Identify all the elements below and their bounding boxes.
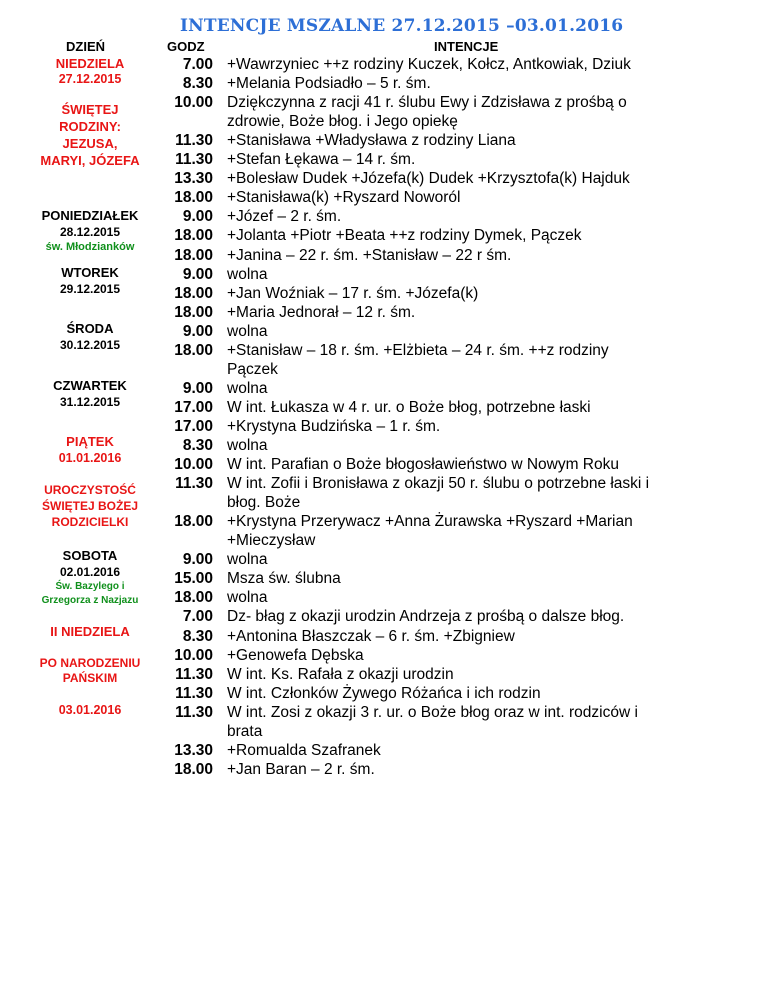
- day-label: NIEDZIELA: [55, 56, 125, 71]
- mass-intention: +Stanisław – 18 r. śm. +Elżbieta – 24 r. śm. ++z rodziny: [227, 341, 609, 359]
- day-label: PONIEDZIAŁEK: [41, 208, 139, 223]
- document-title: INTENCJE MSZALNE 27.12.2015 –03.01.2016: [180, 16, 624, 36]
- mass-intention: +Genowefa Dębska: [227, 646, 364, 664]
- mass-time: 18.00: [174, 513, 213, 531]
- mass-intention: +Stanisława(k) +Ryszard Noworól: [227, 189, 461, 207]
- mass-time: 11.30: [175, 151, 213, 169]
- mass-row: [158, 75, 748, 94]
- mass-row: [158, 399, 748, 418]
- day-label: UROCZYSTOŚĆ: [44, 483, 136, 497]
- mass-intention: zdrowie, Boże błog. i Jego opiekę: [227, 113, 458, 131]
- mass-time: 11.30: [175, 475, 213, 493]
- mass-intention: W int. Łukasza w 4 r. ur. o Boże błog, potrzebne łaski: [227, 398, 591, 416]
- mass-row: [158, 208, 748, 227]
- mass-intention: W int. Zosi z okazji 3 r. ur. o Boże błog oraz w int. rodziców i: [227, 703, 638, 721]
- mass-row: [158, 494, 748, 513]
- mass-time: 8.30: [182, 75, 213, 93]
- mass-row: [158, 113, 748, 132]
- mass-time: 10.00: [174, 456, 213, 474]
- mass-row: [158, 723, 748, 742]
- mass-row: [158, 380, 748, 399]
- day-column-header: DZIEŃ: [66, 39, 105, 54]
- mass-row: [158, 456, 748, 475]
- mass-row: [158, 628, 748, 647]
- mass-row: [158, 761, 748, 780]
- mass-intention: brata: [227, 722, 263, 740]
- day-label: św. Młodzianków: [45, 241, 135, 253]
- mass-time: 7.00: [182, 56, 213, 73]
- mass-intention: +Janina – 22 r. śm. +Stanisław – 22 r śm.: [227, 246, 512, 264]
- mass-row: [158, 189, 748, 208]
- mass-intention: wolna: [227, 265, 268, 283]
- mass-intention: +Jan Woźniak – 17 r. śm. +Józefa(k): [227, 284, 479, 302]
- mass-intention: W int. Parafian o Boże błogosławieństwo w Nowym Roku: [227, 456, 619, 474]
- mass-row: [158, 56, 748, 75]
- mass-row: [158, 647, 748, 666]
- mass-time: 18.00: [174, 284, 213, 302]
- day-label: 30.12.2015: [59, 338, 121, 352]
- mass-row: [158, 666, 748, 685]
- mass-row: [158, 437, 748, 456]
- mass-row: [158, 285, 748, 304]
- day-label: 01.01.2016: [58, 451, 122, 465]
- mass-intention: +Krystyna Przerywacz +Anna Żurawska +Ryszard +Marian: [227, 513, 633, 531]
- mass-time: 13.30: [174, 741, 213, 759]
- mass-time: 8.30: [182, 627, 213, 645]
- day-label: JEZUSA,: [62, 136, 118, 151]
- mass-intention: Pączek: [227, 360, 278, 378]
- mass-time: 18.00: [174, 760, 213, 778]
- mass-time: 9.00: [182, 208, 213, 226]
- mass-intention: W int. Ks. Rafała z okazji urodzin: [227, 665, 454, 683]
- day-label: Grzegorza z Nazjazu: [41, 595, 139, 606]
- mass-time: 10.00: [174, 94, 213, 112]
- mass-time: 11.30: [175, 132, 213, 150]
- mass-intention: +Krystyna Budzińska – 1 r. śm.: [227, 417, 441, 435]
- mass-time: 15.00: [174, 570, 213, 588]
- mass-intention: +Maria Jednorał – 12 r. śm.: [227, 303, 416, 321]
- day-label: SOBOTA: [62, 548, 118, 563]
- mass-row: [158, 151, 748, 170]
- day-label: CZWARTEK: [53, 378, 127, 393]
- mass-intention: wolna: [227, 437, 268, 454]
- mass-intention: +Stanisława +Władysława z rodziny Liana: [227, 132, 516, 150]
- mass-intention: +Romualda Szafranek: [227, 741, 381, 759]
- day-label: MARYI, JÓZEFA: [40, 153, 140, 168]
- mass-row: [158, 304, 748, 323]
- mass-time: 9.00: [182, 379, 213, 397]
- day-label: 29.12.2015: [59, 282, 121, 296]
- mass-row: [158, 513, 748, 532]
- day-label: 02.01.2016: [59, 565, 121, 579]
- mass-intention: W int. Członków Żywego Różańca i ich rodzin: [227, 684, 541, 702]
- mass-row: [158, 551, 748, 570]
- day-label: 28.12.2015: [59, 225, 121, 239]
- mass-time: 17.00: [174, 417, 213, 435]
- mass-intention: wolna: [227, 551, 268, 569]
- time-column-header: GODZ: [167, 39, 205, 54]
- mass-intention: +Bolesław Dudek +Józefa(k) Dudek +Krzysztofa(k) Hajduk: [227, 170, 630, 188]
- mass-row: [158, 94, 748, 113]
- mass-row: [158, 266, 748, 285]
- mass-time: 18.00: [174, 246, 213, 264]
- intentions-column-header: INTENCJE: [434, 39, 499, 54]
- mass-intention: Msza św. ślubna: [227, 570, 341, 588]
- mass-intention: W int. Zofii i Bronisława z okazji 50 r. ślubu o potrzebne łaski i: [227, 475, 650, 493]
- mass-row: [158, 247, 748, 266]
- mass-intention: wolna: [227, 379, 268, 397]
- mass-row: [158, 704, 748, 723]
- mass-row: [158, 608, 748, 627]
- mass-time: 18.00: [174, 189, 213, 207]
- mass-time: 10.00: [174, 646, 213, 664]
- mass-time: 9.00: [182, 265, 213, 283]
- mass-intention: +Wawrzyniec ++z rodziny Kuczek, Kołcz, Antkowiak, Dziuk: [227, 56, 631, 73]
- mass-intention: +Stefan Łękawa – 14 r. śm.: [227, 151, 416, 169]
- mass-row: [158, 475, 748, 494]
- mass-row: [158, 685, 748, 704]
- mass-time: 18.00: [174, 589, 213, 607]
- mass-row: [158, 132, 748, 151]
- mass-intention: +Melania Podsiadło – 5 r. śm.: [227, 75, 431, 93]
- mass-time: 9.00: [182, 551, 213, 569]
- mass-intention: Dziękczynna z racji 41 r. ślubu Ewy i Zdzisława z prośbą o: [227, 94, 627, 112]
- day-label: ŚWIĘTEJ BOŻEJ: [41, 499, 139, 513]
- mass-row: [158, 361, 748, 380]
- day-label: PAŃSKIM: [62, 671, 118, 685]
- mass-row: [158, 418, 748, 437]
- mass-intention: +Mieczysław: [227, 532, 316, 550]
- mass-time: 11.30: [175, 684, 213, 702]
- mass-row: [158, 570, 748, 589]
- day-label: ŚRODA: [66, 321, 114, 336]
- mass-intention: błog. Boże: [227, 494, 301, 512]
- day-label: PO NARODZENIU: [39, 656, 141, 670]
- day-label: Św. Bazylego i: [55, 581, 125, 592]
- mass-row: [158, 170, 748, 189]
- mass-time: 11.30: [175, 703, 213, 721]
- mass-time: 18.00: [174, 227, 213, 245]
- day-label: PIĄTEK: [66, 434, 114, 449]
- mass-intention: Dz- błag z okazji urodzin Andrzeja z prośbą o dalsze błog.: [227, 608, 625, 626]
- mass-intention: wolna: [227, 322, 268, 340]
- mass-intention: +Antonina Błaszczak – 6 r. śm. +Zbigniew: [227, 627, 515, 645]
- mass-intention: +Józef – 2 r. śm.: [227, 208, 342, 226]
- day-label: RODZICIELKI: [51, 515, 129, 529]
- mass-intention: +Jolanta +Piotr +Beata ++z rodziny Dymek, Pączek: [227, 227, 582, 245]
- mass-time: 13.30: [174, 170, 213, 188]
- mass-row: [158, 342, 748, 361]
- day-label: 31.12.2015: [59, 395, 121, 409]
- day-label: II NIEDZIELA: [50, 624, 130, 639]
- mass-row: [158, 742, 748, 761]
- mass-row: [158, 323, 748, 342]
- mass-time: 8.30: [182, 437, 213, 454]
- mass-time: 9.00: [182, 322, 213, 340]
- mass-time: 11.30: [175, 665, 213, 683]
- day-label: 27.12.2015: [58, 72, 122, 86]
- mass-time: 18.00: [174, 303, 213, 321]
- day-label: 03.01.2016: [58, 703, 122, 717]
- mass-row: [158, 227, 748, 246]
- mass-time: 18.00: [174, 341, 213, 359]
- mass-time: 7.00: [182, 608, 213, 626]
- mass-row: [158, 589, 748, 608]
- mass-intention: +Jan Baran – 2 r. śm.: [227, 760, 375, 778]
- mass-time: 17.00: [174, 398, 213, 416]
- day-label: ŚWIĘTEJ: [61, 102, 119, 117]
- day-label: WTOREK: [61, 265, 119, 280]
- day-label: RODZINY:: [59, 119, 121, 134]
- mass-row: [158, 532, 748, 551]
- mass-intention: wolna: [227, 589, 268, 607]
